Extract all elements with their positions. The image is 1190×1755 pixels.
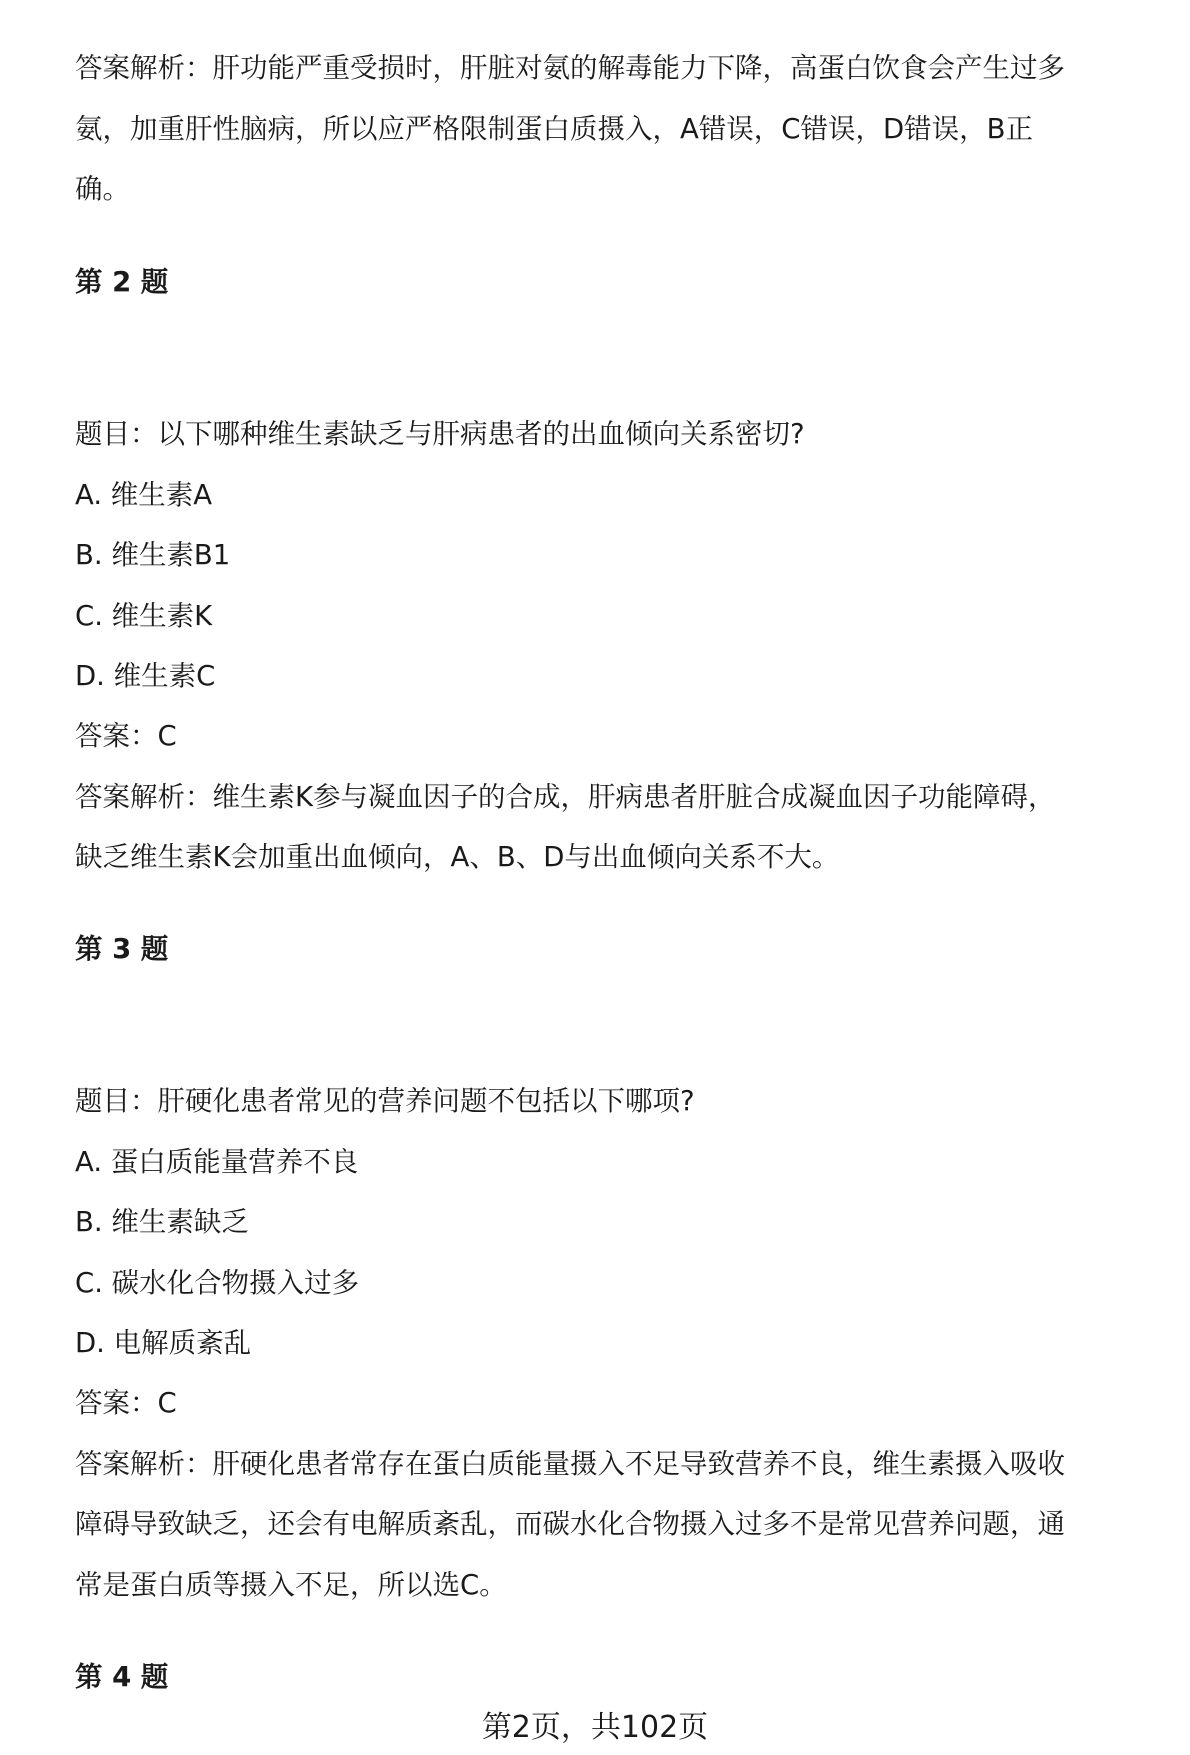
q3-question: 题目：肝硬化患者常见的营养问题不包括以下哪项? [75,1085,695,1117]
q3-heading: 第 3 题 [75,933,169,965]
q2-question: 题目：以下哪种维生素缺乏与肝病患者的出血倾向关系密切? [75,418,805,450]
q4-heading: 第 4 题 [75,1661,169,1693]
q2-option-c: C. 维生素K [75,600,213,632]
q2-heading: 第 2 题 [75,266,169,298]
q3-option-c: C. 碳水化合物摄入过多 [75,1267,360,1299]
q2-answer: 答案：C [75,720,177,752]
q3-analysis-line-3: 常是蛋白质等摄入不足，所以选C。 [75,1569,507,1601]
q2-analysis-line-2: 缺乏维生素K会加重出血倾向，A、B、D与出血倾向关系不大。 [75,841,840,873]
q3-option-b: B. 维生素缺乏 [75,1206,249,1238]
q3-option-d: D. 电解质紊乱 [75,1327,252,1359]
q2-option-a: A. 维生素A [75,479,213,511]
q3-option-a: A. 蛋白质能量营养不良 [75,1146,359,1178]
q3-analysis-line-2: 障碍导致缺乏，还会有电解质紊乱，而碳水化合物摄入过多不是常见营养问题，通 [75,1508,1065,1540]
q1-analysis-line-1: 答案解析：肝功能严重受损时，肝脏对氨的解毒能力下降，高蛋白饮食会产生过多 [75,52,1065,84]
q1-analysis-line-2: 氨，加重肝性脑病，所以应严格限制蛋白质摄入，A错误，C错误，D错误，B正 [75,113,1034,145]
q3-analysis-line-1: 答案解析：肝硬化患者常存在蛋白质能量摄入不足导致营养不良，维生素摄入吸收 [75,1448,1065,1480]
q3-answer: 答案：C [75,1387,177,1419]
q2-analysis-line-1: 答案解析：维生素K参与凝血因子的合成，肝病患者肝脏合成凝血因子功能障碍， [75,781,1056,813]
q2-option-d: D. 维生素C [75,660,216,692]
q2-option-b: B. 维生素B1 [75,539,231,571]
q1-analysis-line-3: 确。 [75,173,130,205]
page-number: 第2页，共102页 [481,1710,709,1745]
